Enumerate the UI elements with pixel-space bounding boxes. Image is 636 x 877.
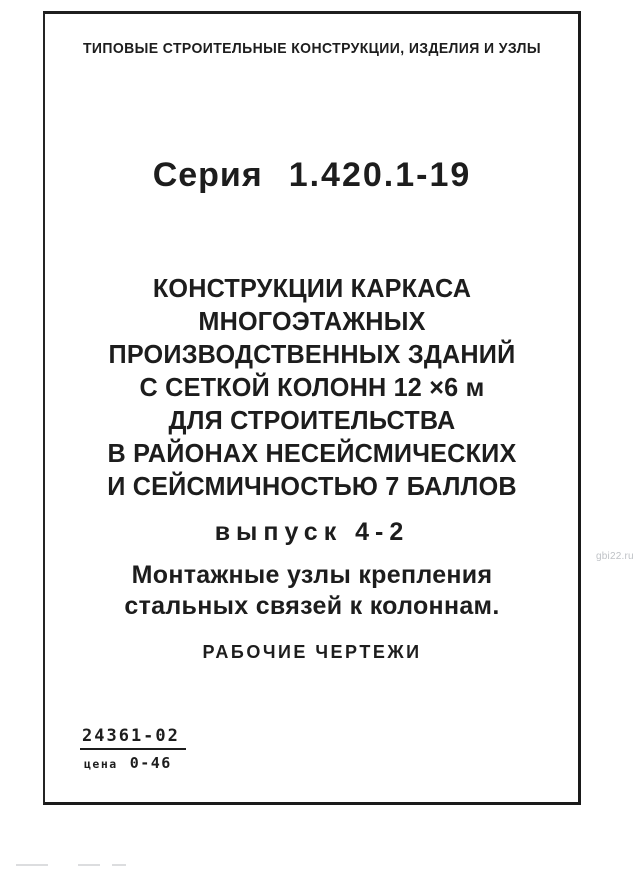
scan-artifact [16, 864, 48, 866]
title-line-5: ДЛЯ СТРОИТЕЛЬСТВА [168, 405, 456, 435]
site-watermark: gbi22.ru [596, 551, 634, 562]
title-line-2: МНОГОЭТАЖНЫХ [198, 306, 426, 336]
series-number: 1.420.1-19 [288, 156, 472, 194]
subtitle-line-2: стальных связей к колоннам. [124, 592, 500, 620]
title-line-4: С СЕТКОЙ КОЛОНН 12 ×6 м [139, 372, 485, 402]
catalog-code: 24361-02 [80, 726, 186, 750]
subtitle-block [43, 560, 581, 622]
title-line-1: КОНСТРУКЦИИ КАРКАСА [152, 273, 472, 303]
price-line [80, 753, 186, 772]
series-label: Серия [152, 156, 263, 194]
title-line-3: ПРОИЗВОДСТВЕННЫХ ЗДАНИЙ [108, 339, 516, 369]
title-block [51, 272, 573, 503]
document-header: ТИПОВЫЕ СТРОИТЕЛЬНЫЕ КОНСТРУКЦИИ, ИЗДЕЛИЯ И УЗЛЫ [82, 39, 542, 57]
price-value: 0-46 [129, 754, 172, 772]
title-line-6: В РАЙОНАХ НЕСЕЙСМИЧЕСКИХ [107, 438, 517, 468]
catalog-stamp [80, 726, 186, 772]
issue-number-line: выпуск 4-2 [214, 518, 410, 546]
price-label: цена [84, 757, 118, 771]
subtitle-line-1: Монтажные узлы крепления [131, 561, 493, 589]
scan-artifact [112, 864, 126, 866]
title-line-7: И СЕЙСМИЧНОСТЬЮ 7 БАЛЛОВ [107, 471, 517, 501]
document-type-line: РАБОЧИЕ ЧЕРТЕЖИ [202, 642, 422, 662]
series-line [43, 156, 581, 195]
scan-artifact [78, 864, 100, 866]
